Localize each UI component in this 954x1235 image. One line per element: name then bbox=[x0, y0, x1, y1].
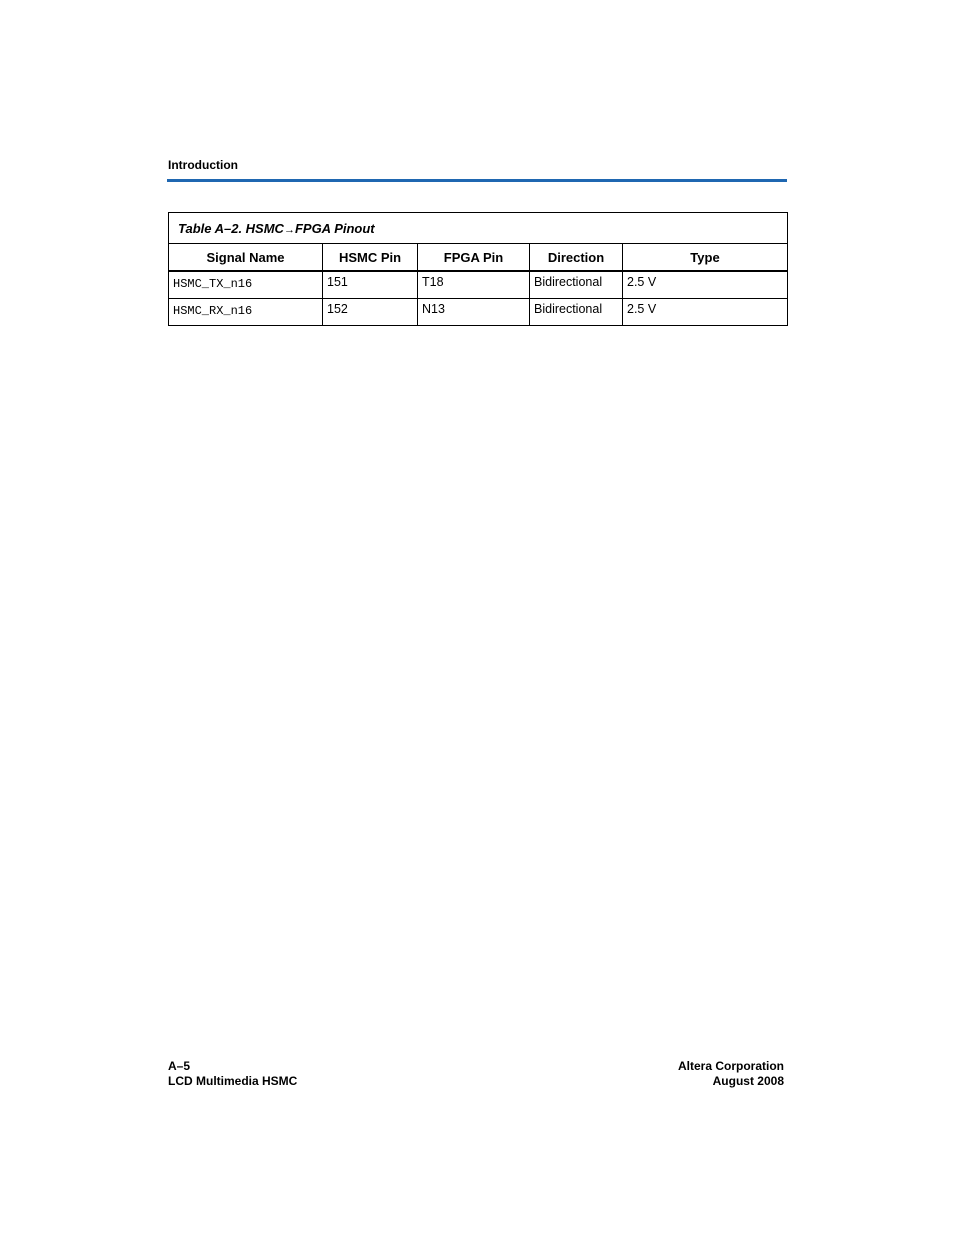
arrow-icon: → bbox=[283, 223, 295, 236]
page-number: A–5 bbox=[168, 1059, 191, 1073]
running-header: Introduction bbox=[168, 158, 238, 172]
column-header-direction: Direction bbox=[530, 244, 623, 272]
direction-cell: Bidirectional bbox=[530, 271, 623, 299]
caption-suffix: FPGA Pinout bbox=[294, 220, 375, 236]
document-title: LCD Multimedia HSMC bbox=[168, 1074, 298, 1088]
column-header-fpga-pin: FPGA Pin bbox=[418, 244, 530, 272]
pinout-table-container bbox=[168, 212, 787, 326]
caption-prefix: Table A–2. HSMC bbox=[178, 220, 284, 236]
table-row bbox=[169, 271, 788, 299]
signal-name-cell: HSMC_RX_n16 bbox=[169, 299, 323, 326]
signal-name-cell: HSMC_TX_n16 bbox=[169, 271, 323, 299]
table-caption-row bbox=[169, 213, 788, 244]
column-header-hsmc-pin: HSMC Pin bbox=[323, 244, 418, 272]
fpga-pin-cell: N13 bbox=[418, 299, 530, 326]
publication-date: August 2008 bbox=[712, 1074, 784, 1088]
hsmc-pin-cell: 152 bbox=[323, 299, 418, 326]
direction-cell: Bidirectional bbox=[530, 299, 623, 326]
fpga-pin-cell: T18 bbox=[418, 271, 530, 299]
footer-left bbox=[168, 1059, 297, 1089]
table-header-row bbox=[169, 244, 788, 272]
column-header-type: Type bbox=[623, 244, 788, 272]
table-row bbox=[169, 299, 788, 326]
header-rule bbox=[167, 179, 787, 182]
type-cell: 2.5 V bbox=[623, 271, 788, 299]
company-name: Altera Corporation bbox=[677, 1059, 784, 1073]
column-header-signal-name: Signal Name bbox=[169, 244, 323, 272]
footer-right bbox=[678, 1059, 784, 1089]
hsmc-pin-cell: 151 bbox=[323, 271, 418, 299]
table-caption bbox=[169, 213, 788, 244]
pinout-table bbox=[168, 212, 788, 326]
type-cell: 2.5 V bbox=[623, 299, 788, 326]
